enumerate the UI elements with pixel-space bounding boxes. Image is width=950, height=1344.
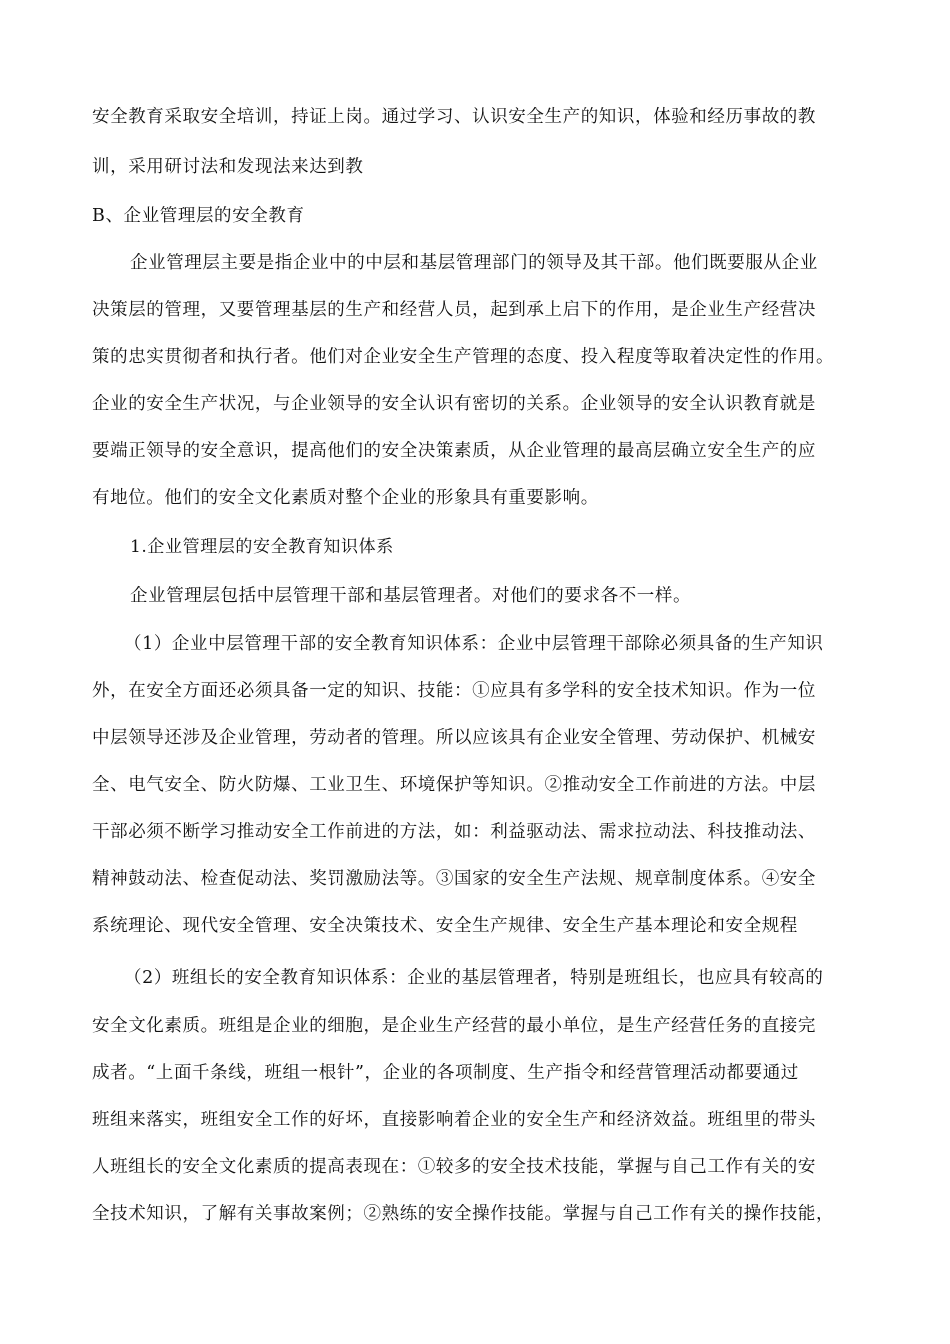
paragraph-line: 班组来落实，班组安全工作的好坏，直接影响着企业的安全生产和经济效益。班组里的带头 <box>92 1110 816 1130</box>
paragraph-line: 训，采用研讨法和发现法来达到教 <box>92 157 364 177</box>
paragraph-line: 安全文化素质。班组是企业的细胞，是企业生产经营的最小单位，是生产经营任务的直接完 <box>92 1016 816 1036</box>
paragraph-line: 策的忠实贯彻者和执行者。他们对企业安全生产管理的态度、投入程度等取着决定性的作用。 <box>92 347 835 367</box>
paragraph-line: 企业管理层包括中层管理干部和基层管理者。对他们的要求各不一样。 <box>130 586 692 606</box>
paragraph-line: 精神鼓动法、检查促动法、奖罚激励法等。③国家的安全生产法规、规章制度体系。④安全 <box>92 869 816 889</box>
section-heading: B、企业管理层的安全教育 <box>92 206 305 226</box>
paragraph-line: 全技术知识，了解有关事故案例；②熟练的安全操作技能。掌握与自己工作有关的操作技能， <box>92 1204 835 1224</box>
paragraph-line: 成者。“上面千条线，班组一根针”，企业的各项制度、生产指令和经营管理活动都要通过 <box>92 1063 799 1083</box>
paragraph-line: 有地位。他们的安全文化素质对整个企业的形象具有重要影响。 <box>92 488 599 508</box>
paragraph-line: 企业的安全生产状况，与企业领导的安全认识有密切的关系。企业领导的安全认识教育就是 <box>92 394 816 414</box>
paragraph-line: 系统理论、现代安全管理、安全决策技术、安全生产规律、安全生产基本理论和安全规程 <box>92 916 798 936</box>
paragraph-line: 外，在安全方面还必须具备一定的知识、技能：①应具有多学科的安全技术知识。作为一位 <box>92 681 816 701</box>
paragraph-line: 中层领导还涉及企业管理，劳动者的管理。所以应该具有企业安全管理、劳动保护、机械安 <box>92 728 816 748</box>
paragraph-line: 干部必须不断学习推动安全工作前进的方法，如：利益驱动法、需求拉动法、科技推动法、 <box>92 822 816 842</box>
paragraph-line: （2）班组长的安全教育知识体系：企业的基层管理者，特别是班组长，也应具有较高的 <box>124 968 824 988</box>
paragraph-line: 决策层的管理，又要管理基层的生产和经营人员，起到承上启下的作用，是企业生产经营决 <box>92 300 816 320</box>
paragraph-line: 全、电气安全、防火防爆、工业卫生、环境保护等知识。②推动安全工作前进的方法。中层 <box>92 775 816 795</box>
paragraph-line: 人班组长的安全文化素质的提高表现在：①较多的安全技术技能，掌握与自己工作有关的安 <box>92 1157 816 1177</box>
paragraph-line: 安全教育采取安全培训，持证上岗。通过学习、认识安全生产的知识，体验和经历事故的教 <box>92 107 816 127</box>
subsection-heading: 1.企业管理层的安全教育知识体系 <box>130 537 394 557</box>
paragraph-line: （1）企业中层管理干部的安全教育知识体系：企业中层管理干部除必须具备的生产知识 <box>124 634 824 654</box>
paragraph-line: 要端正领导的安全意识，提高他们的安全决策素质，从企业管理的最高层确立安全生产的应 <box>92 441 816 461</box>
paragraph-line: 企业管理层主要是指企业中的中层和基层管理部门的领导及其干部。他们既要服从企业 <box>130 253 818 273</box>
